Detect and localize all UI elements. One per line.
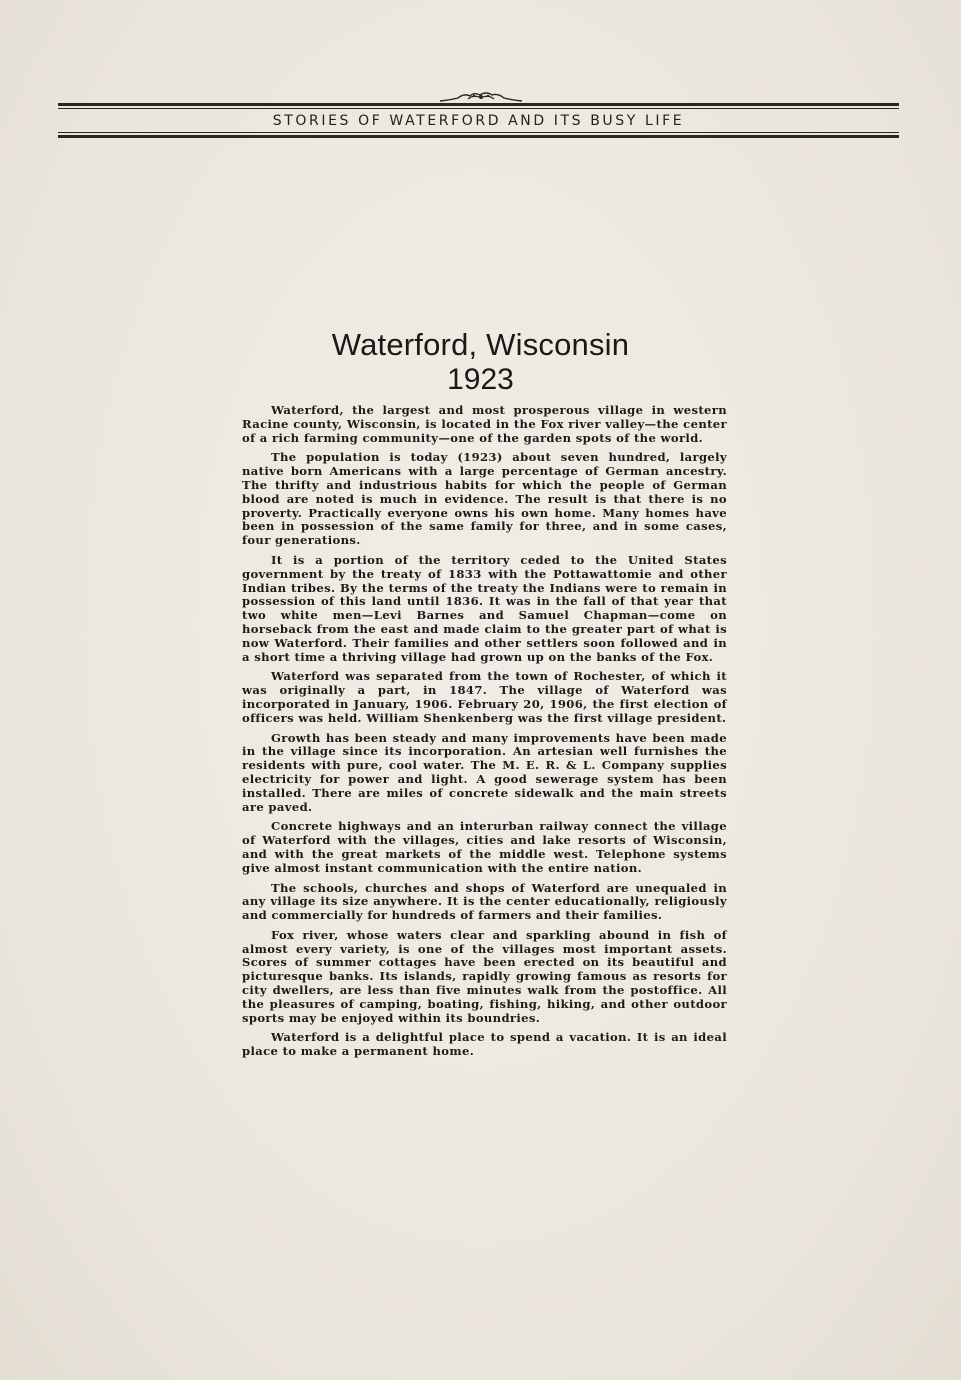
paragraph: Fox river, whose waters clear and sparkling abound in fish of almost every variety, is one of the villages most important assets. Scores of summer cottages have been erected on its beautiful and picturesque banks. Its islands, rapidly growing famous as resorts for city dwellers, are less than five minutes walk from the postoffice. All the pleasures of camping, boating, fishing, hiking, and other outdoor sports may be enjoyed within its boundries. — [242, 927, 727, 1025]
article-year: 1923 — [447, 363, 514, 396]
paragraph: Waterford was separated from the town of Rochester, of which it was originally a part, in 1847. The village of Waterford was incorporated in January, 1906. February 20, 1906, the first election of officers was held. William Shenkenberg was the first village president. — [242, 669, 727, 725]
header-rule-bottom-thick — [58, 135, 899, 138]
article-title: Waterford, Wisconsin — [331, 327, 630, 362]
paragraph: The schools, churches and shops of Waterford are unequaled in any village its size anywhere. It is the center educationally, religiously and commercially for hundreds of farmers and their families. — [242, 880, 727, 923]
header-rule-top-thick — [58, 103, 899, 106]
paragraph: It is a portion of the territory ceded to the United States government by the treaty of 1833 with the Pottawattomie and other Indian tribes. By the terms of the treaty the Indians were to remain in possession of this land until 1836. It was in the fall of that year that two white men—Levi Barnes and Samuel Chapman—come on horseback from the east and made claim to the greater part of what is now Waterford. Their families and other settlers soon followed and in a short time a thriving village had grown up on the banks of the Fox. — [242, 552, 727, 664]
paragraph: Waterford is a delightful place to spend a vacation. It is an ideal place to make a permanent home. — [242, 1030, 727, 1059]
article-body — [242, 404, 727, 1065]
paragraph: The population is today (1923) about seven hundred, largely native born Americans with a large percentage of German ancestry. The thrifty and industrious habits for which the people of German blood are noted is much in evidence. The result is that there is no proverty. Practically everyone owns his own home. Many homes have been in possession of the same family for three, and in some cases, four generations. — [242, 450, 727, 548]
paragraph: Concrete highways and an interurban railway connect the village of Waterford with the villages, cities and lake resorts of Wisconsin, and with the great markets of the middle west. Telephone systems give almost instant communication with the entire nation. — [242, 819, 727, 875]
paragraph: Waterford, the largest and most prosperous village in western Racine county, Wisconsin, is located in the Fox river valley—the center of a rich farming community—one of the garden spots of the world. — [242, 403, 727, 445]
header-rule-top-thin — [58, 108, 899, 109]
ornament-icon — [438, 90, 524, 104]
header-rule-bottom-thin — [58, 132, 899, 133]
paragraph: Growth has been steady and many improvements have been made in the village since its incorporation. An artesian well furnishes the residents with pure, cool water. The M. E. R. & L. Company supplies electricity for power and light. A good sewerage system has been installed. There are miles of concrete sidewalk and the main streets are paved. — [242, 730, 727, 814]
running-head: STORIES OF WATERFORD AND ITS BUSY LIFE — [272, 113, 685, 129]
